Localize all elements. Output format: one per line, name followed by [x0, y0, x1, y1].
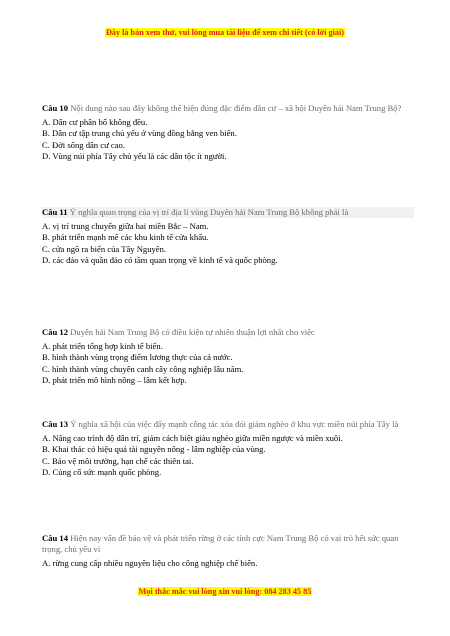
option-d: D. phát triển mô hình nông – lâm kết hợp. — [42, 374, 187, 385]
question-stem — [42, 103, 414, 114]
question-number: Câu 14 — [42, 533, 69, 543]
preview-notice-text: Đây là bản xem thử, vui lòng mua tài liệu để xem chi tiết (có lời giải) — [105, 28, 344, 37]
option-list — [42, 433, 414, 478]
option-a: A. vị trí trung chuyển giữa hai miền Bắc – Nam. — [42, 221, 209, 232]
question-stem — [42, 327, 414, 338]
option-c: C. Bảo vệ môi trường, hạn chế các thiên tai. — [42, 455, 194, 466]
option-c: C. cửa ngõ ra biển của Tây Nguyên. — [42, 243, 167, 254]
question-14 — [42, 533, 414, 570]
option-b: B. hình thành vùng trọng điểm lương thực của cả nước. — [42, 352, 233, 363]
option-a: A. phát triển tổng hợp kinh tế biển. — [42, 341, 163, 352]
option-c: C. Đời sống dân cư cao. — [42, 139, 125, 150]
question-number: Câu 13 — [42, 419, 69, 429]
option-c: C. hình thành vùng chuyên canh cây công nghiệp lâu năm. — [42, 363, 244, 374]
option-b: B. phát triển mạnh mẽ các khu kinh tế cửa khẩu. — [42, 232, 209, 243]
option-d: D. Vùng núi phía Tây chủ yếu là các dân tộc ít người. — [42, 150, 227, 161]
option-list — [42, 221, 414, 266]
question-stem — [42, 207, 414, 218]
question-text: Hiện nay vấn đề bảo vệ và phát triển rừng ở các tỉnh cực Nam Trung Bộ có vai trò hết sức quan trọng, chủ yếu vì — [42, 533, 399, 555]
option-a: A. Dân cư phân bố không đều. — [42, 117, 148, 128]
question-text: Nội dung nào sau đây không thể hiện đúng đặc điểm dân cư – xã hội Duyên hải Nam Trung Bộ? — [70, 103, 402, 113]
option-b: B. Khai thác có hiệu quả tài nguyên nông - lâm nghiệp của vùng. — [42, 444, 266, 455]
question-10 — [42, 103, 414, 162]
question-number: Câu 11 — [42, 207, 68, 217]
option-b: B. Dân cư tập trung chủ yếu ở vùng đồng bằng ven biển. — [42, 128, 237, 139]
contact-banner — [0, 587, 450, 596]
question-text: Ý nghĩa quan trọng của vị trí địa lí vùng Duyên hải Nam Trung Bộ không phải là — [69, 207, 349, 217]
option-d: D. Củng cố sức mạnh quốc phòng. — [42, 466, 162, 477]
question-number: Câu 10 — [42, 103, 69, 113]
preview-notice-banner — [0, 28, 450, 37]
question-text: Ý nghĩa xã hội của việc đẩy mạnh công tác xóa đói giảm nghèo ở khu vực miền núi phía Tây là — [70, 419, 399, 429]
option-a: A. rừng cung cấp nhiều nguyên liệu cho công nghiệp chế biến. — [42, 558, 258, 569]
question-stem — [42, 533, 414, 555]
option-list — [42, 558, 414, 569]
option-list — [42, 117, 414, 162]
option-d: D. các đảo và quần đảo có tầm quan trọng về kinh tế và quốc phòng. — [42, 254, 278, 265]
question-13 — [42, 419, 414, 478]
contact-text: Mọi thắc mắc vui lòng xin vui lòng: 084 283 45 85 — [138, 587, 312, 596]
question-stem — [42, 419, 414, 430]
question-11 — [42, 207, 414, 266]
question-number: Câu 12 — [42, 327, 69, 337]
question-12 — [42, 327, 414, 386]
option-a: A. Nâng cao trình độ dân trí, giảm cách biệt giàu nghèo giữa miền ngược và miền xuôi. — [42, 433, 343, 444]
question-text: Duyên hải Nam Trung Bộ có điều kiện tự nhiên thuận lợi nhất cho việc — [70, 327, 315, 337]
option-list — [42, 341, 414, 386]
